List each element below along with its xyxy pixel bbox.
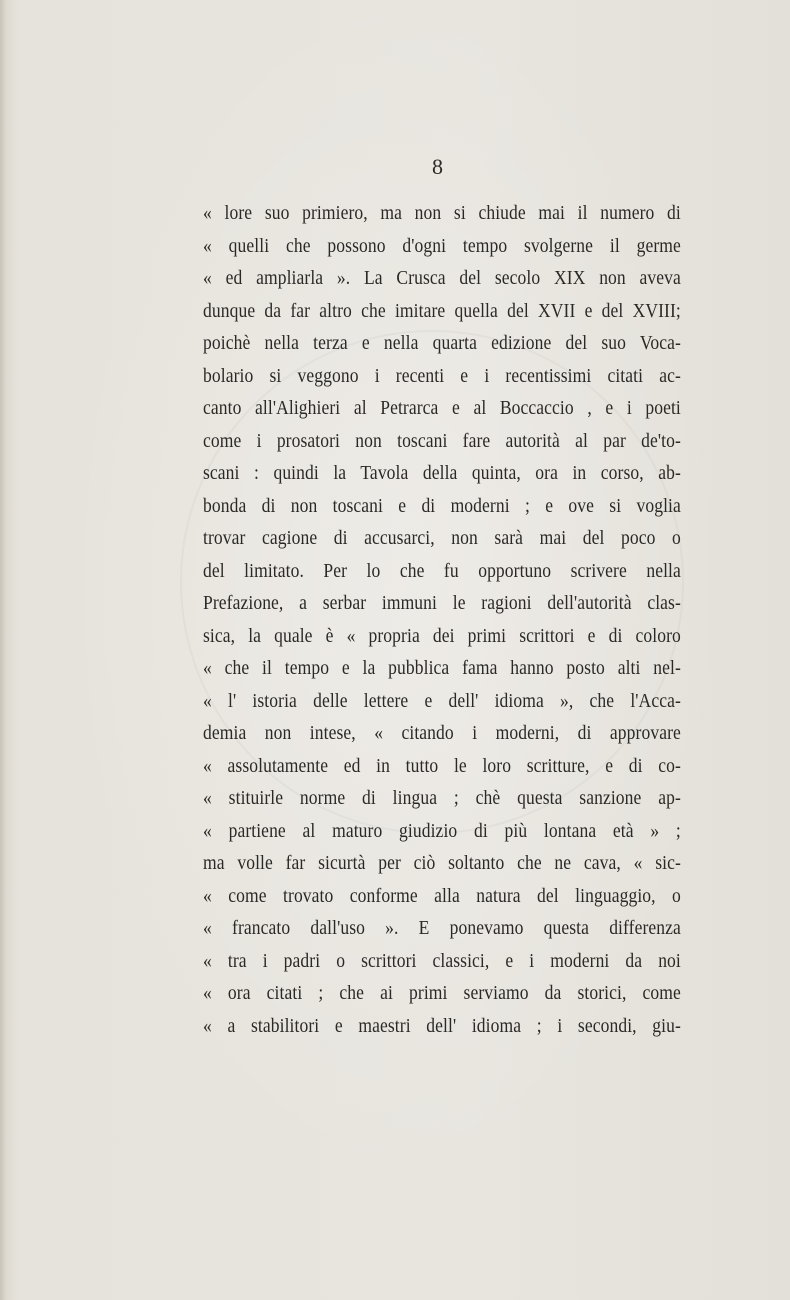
text-line: « ora citati ; che ai primi serviamo da storici, come bbox=[203, 983, 681, 1004]
text-line: poichè nella terza e nella quarta edizione del suo Voca- bbox=[203, 333, 681, 354]
text-line: « ed ampliarla ». La Crusca del secolo XIX non aveva bbox=[203, 268, 681, 289]
text-line: sica, la quale è « propria dei primi scrittori e di coloro bbox=[203, 625, 681, 647]
text-line: demia non intese, « citando i moderni, di approvare bbox=[203, 723, 681, 744]
page-edge-shadow bbox=[0, 0, 6, 1300]
page-number: 8 bbox=[432, 154, 443, 179]
text-line: dunque da far altro che imitare quella del XVII e del XVIII; bbox=[203, 300, 681, 322]
text-line: come i prosatori non toscani fare autorità al par de'to- bbox=[203, 430, 681, 452]
text-line: « francato dall'uso ». E ponevamo questa differenza bbox=[203, 918, 681, 939]
text-line: Prefazione, a serbar immuni le ragioni dell'autorità clas- bbox=[203, 593, 681, 614]
text-line: « stituirle norme di lingua ; chè questa sanzione ap- bbox=[203, 788, 681, 809]
text-line: « tra i padri o scrittori classici, e i moderni da noi bbox=[203, 950, 681, 972]
text-line: « partiene al maturo giudizio di più lontana età » ; bbox=[203, 820, 681, 842]
text-line: trovar cagione di accusarci, non sarà mai del poco o bbox=[203, 528, 681, 549]
body-text bbox=[203, 198, 681, 1043]
text-line: ma volle far sicurtà per ciò soltanto che ne cava, « sic- bbox=[203, 853, 681, 874]
text-line: bolario si veggono i recenti e i recentissimi citati ac- bbox=[203, 365, 681, 387]
text-line: scani : quindi la Tavola della quinta, ora in corso, ab- bbox=[203, 463, 681, 484]
text-line: « come trovato conforme alla natura del linguaggio, o bbox=[203, 885, 681, 907]
text-line: del limitato. Per lo che fu opportuno scrivere nella bbox=[203, 560, 681, 582]
text-line: « assolutamente ed in tutto le loro scritture, e di co- bbox=[203, 755, 681, 777]
text-line: canto all'Alighieri al Petrarca e al Boccaccio , e i poeti bbox=[203, 398, 681, 419]
text-line: « quelli che possono d'ogni tempo svolgerne il germe bbox=[203, 235, 681, 257]
text-line: « lore suo primiero, ma non si chiude mai il numero di bbox=[203, 203, 681, 224]
text-line: « l' istoria delle lettere e dell' idioma », che l'Acca- bbox=[203, 690, 681, 712]
text-line: bonda di non toscani e di moderni ; e ove si voglia bbox=[203, 495, 681, 517]
text-line: « a stabilitori e maestri dell' idioma ; i secondi, giu- bbox=[203, 1015, 681, 1037]
text-line: « che il tempo e la pubblica fama hanno posto alti nel- bbox=[203, 658, 681, 679]
